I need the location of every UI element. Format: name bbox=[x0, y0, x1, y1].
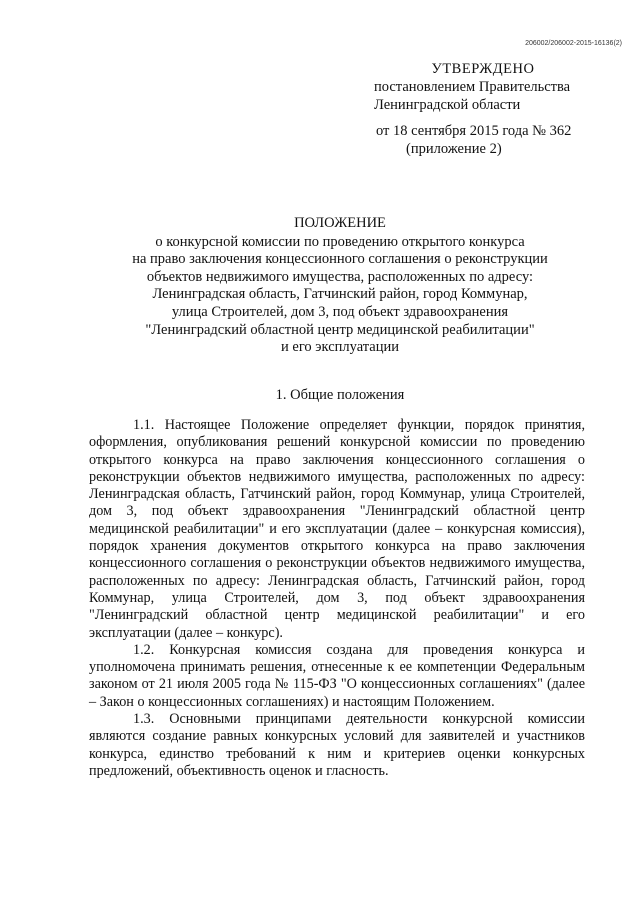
section-heading: 1. Общие положения bbox=[275, 387, 405, 403]
title-line: улица Строителей, дом 3, под объект здравоохранения bbox=[171, 303, 509, 320]
approval-line-1: постановлением Правительства bbox=[374, 79, 571, 95]
paragraph-1-1: 1.1. Настоящее Положение определяет функции, порядок принятия, оформления, опубликования решений конкурсной комиссии по проведению открытого конкурса на право заключения концессионного соглашения о реконструкции объектов недвижимого имущества, расположенных по адресу: Ленинградская область, Гатчинский район, город Коммунар, улица Строителей, дом 3, под объект здравоохранения "Ленинградский областной центр медицинской реабилитации" и его эксплуатации (далее – конкурсная комиссия), порядок хранения документов открытого конкурса на право заключения концессионного соглашения о реконструкции объектов недвижимого имущества, расположенных по адресу: Ленинградская область, Гатчинский район, город Коммунар, улица Строителей, дом 3, под объект здравоохранения "Ленинградский областной центр медицинской реабилитации" и его эксплуатации (далее – конкурс). bbox=[89, 417, 585, 641]
document-title bbox=[60, 215, 620, 357]
title-line: о конкурсной комиссии по проведению открытого конкурса bbox=[155, 233, 525, 250]
approval-line-3: от 18 сентября 2015 года № 362 bbox=[376, 123, 572, 139]
paragraph-1-2: 1.2. Конкурсная комиссия создана для проведения конкурса и уполномочена принимать решения, отнесенные к ее компетенции Федеральным законом от 21 июля 2005 года № 115-ФЗ "О концессионных соглашениях" (далее – Закон о концессионных соглашениях) и настоящим Положением. bbox=[89, 641, 585, 710]
approval-line-4: (приложение 2) bbox=[406, 141, 502, 157]
document-code: 206002/206002-2015-16136(2) bbox=[525, 40, 622, 47]
title-line: "Ленинградский областной центр медицинской реабилитации" bbox=[145, 321, 535, 338]
paragraph-1-3: 1.3. Основными принципами деятельности конкурсной комиссии являются создание равных конкурсных условий для заявителей и участников конкурса, единство требований к ним и критериев оценки конкурсных предложений, объективность оценок и гласность. bbox=[89, 711, 585, 779]
title-line: объектов недвижимого имущества, расположенных по адресу: bbox=[146, 268, 534, 285]
approval-block bbox=[366, 60, 628, 158]
title-line: Ленинградская область, Гатчинский район, город Коммунар, bbox=[152, 286, 528, 303]
title-line: на право заключения концессионного соглашения о реконструкции bbox=[132, 251, 548, 268]
title-head: ПОЛОЖЕНИЕ bbox=[294, 215, 386, 231]
approval-approved: УТВЕРЖДЕНО bbox=[431, 61, 535, 77]
title-line: и его эксплуатации bbox=[281, 339, 399, 356]
body-text bbox=[89, 417, 585, 780]
approval-line-2: Ленинградской области bbox=[374, 97, 521, 113]
